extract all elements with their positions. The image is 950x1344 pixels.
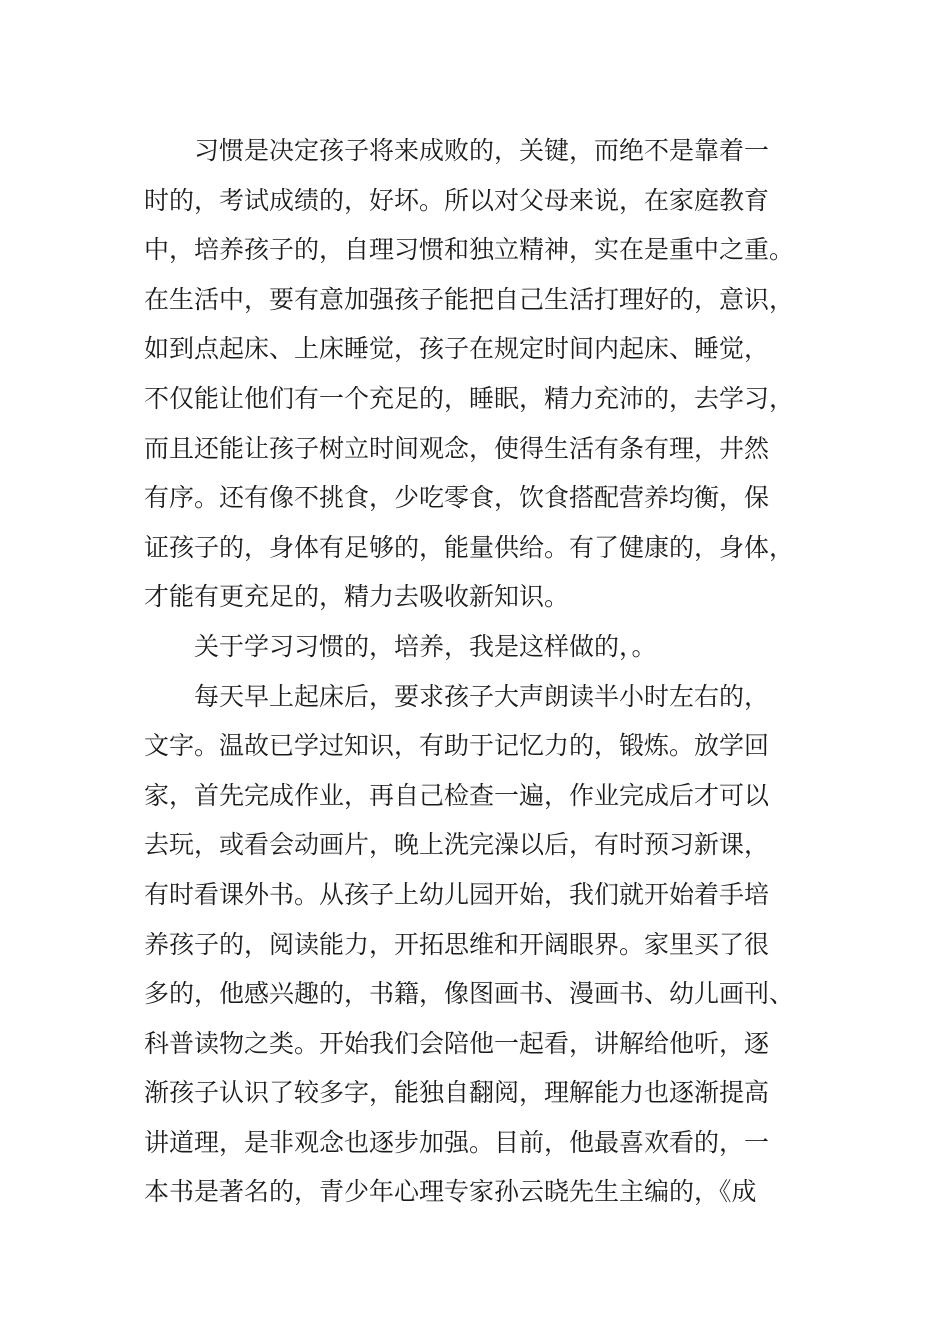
document-body	[144, 126, 824, 1217]
paragraph-line: 不仅能让他们有一个充足的，睡眠，精力充沛的，去学习，	[144, 383, 795, 413]
paragraph-line: 时的，考试成绩的，好坏。所以对父母来说，在家庭教育	[144, 185, 770, 215]
paragraph-line: 家，首先完成作业，再自己检查一遍，作业完成后才可以	[144, 780, 770, 810]
paragraph-line: 中，培养孩子的，自理习惯和独立精神，实在是重中之重。	[144, 235, 795, 265]
paragraph-line: 多的，他感兴趣的，书籍，像图画书、漫画书、幼儿画刊、	[144, 979, 795, 1009]
paragraph-line: 每天早上起床后，要求孩子大声朗读半小时左右的，	[194, 681, 770, 711]
paragraph-line: 有序。还有像不挑食，少吃零食，饮食搭配营养均衡，保	[144, 483, 770, 513]
paragraph-line: 在生活中，要有意加强孩子能把自己生活打理好的，意识，	[144, 284, 795, 314]
paragraph-line: 而且还能让孩子树立时间观念，使得生活有条有理，井然	[144, 433, 770, 463]
paragraph-line: 有时看课外书。从孩子上幼儿园开始，我们就开始着手培	[144, 879, 770, 909]
paragraph-line: 证孩子的，身体有足够的，能量供给。有了健康的，身体，	[144, 532, 795, 562]
paragraph-line: 本书是著名的，青少年心理专家孙云晓先生主编的，《成	[144, 1177, 757, 1207]
paragraph-line: 关于学习习惯的，培养，我是这样做的，。	[194, 631, 657, 661]
paragraph-line: 去玩，或看会动画片，晚上洗完澡以后，有时预习新课，	[144, 830, 770, 860]
paragraph-line: 科普读物之类。开始我们会陪他一起看，讲解给他听，逐	[144, 1028, 770, 1058]
paragraph-line: 养孩子的，阅读能力，开拓思维和开阔眼界。家里买了很	[144, 929, 770, 959]
paragraph-line: 文字。温故已学过知识，有助于记忆力的，锻炼。放学回	[144, 731, 770, 761]
paragraph-line: 才能有更充足的，精力去吸收新知识。	[144, 582, 570, 612]
paragraph-line: 习惯是决定孩子将来成败的，关键，而绝不是靠着一	[194, 136, 770, 165]
paragraph-line: 讲道理，是非观念也逐步加强。目前，他最喜欢看的，一	[144, 1127, 770, 1157]
paragraph-line: 如到点起床、上床睡觉，孩子在规定时间内起床、睡觉，	[144, 334, 770, 364]
paragraph-line: 渐孩子认识了较多字，能独自翻阅，理解能力也逐渐提高	[144, 1078, 770, 1108]
